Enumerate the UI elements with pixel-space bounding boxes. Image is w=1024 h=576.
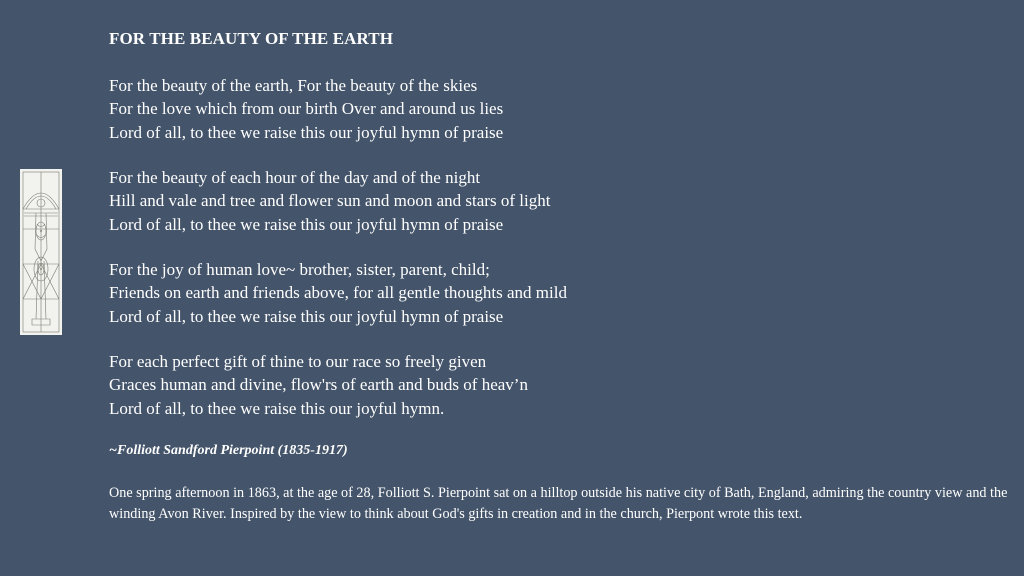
stanza-line: Hill and vale and tree and flower sun and moon and stars of light: [109, 191, 551, 211]
stanza-line: Graces human and divine, flow'rs of earth and buds of heav’n: [109, 375, 528, 395]
stanza-3: [109, 258, 567, 328]
author-attribution: ~Folliott Sandford Pierpoint (1835-1917): [109, 443, 348, 458]
stanza-1: [109, 74, 503, 144]
anatomical-figure-image: [20, 169, 62, 335]
stanza-line: Lord of all, to thee we raise this our joyful hymn of praise: [109, 306, 504, 326]
stanza-line: Lord of all, to thee we raise this our joyful hymn of praise: [109, 122, 504, 142]
stanza-line: For the beauty of the earth, For the beauty of the skies: [109, 76, 478, 95]
stanza-line: Friends on earth and friends above, for all gentle thoughts and mild: [109, 283, 567, 303]
anatomical-figure-drawing-icon: [20, 169, 62, 335]
stanza-line: For the beauty of each hour of the day and of the night: [109, 168, 481, 187]
stanza-line: Lord of all, to thee we raise this our joyful hymn of praise: [109, 214, 504, 234]
stanza-line: For the love which from our birth Over and around us lies: [109, 99, 504, 119]
stanza-4: [109, 350, 528, 420]
stanza-line: Lord of all, to thee we raise this our joyful hymn.: [109, 398, 445, 418]
stanza-line: For each perfect gift of thine to our race so freely given: [109, 352, 487, 371]
stanza-line: For the joy of human love~ brother, sister, parent, child;: [109, 260, 490, 279]
stanza-2: [109, 166, 550, 236]
hymn-title: FOR THE BEAUTY OF THE EARTH: [109, 29, 394, 48]
history-note: One spring afternoon in 1863, at the age of 28, Folliott S. Pierpoint sat on a hilltop outside his native city of Bath, England, admiring the country view and the winding Avon River. Inspired by the view to think about God's gifts in creation and in the church, Pierpont wrote this text.: [109, 485, 1008, 522]
